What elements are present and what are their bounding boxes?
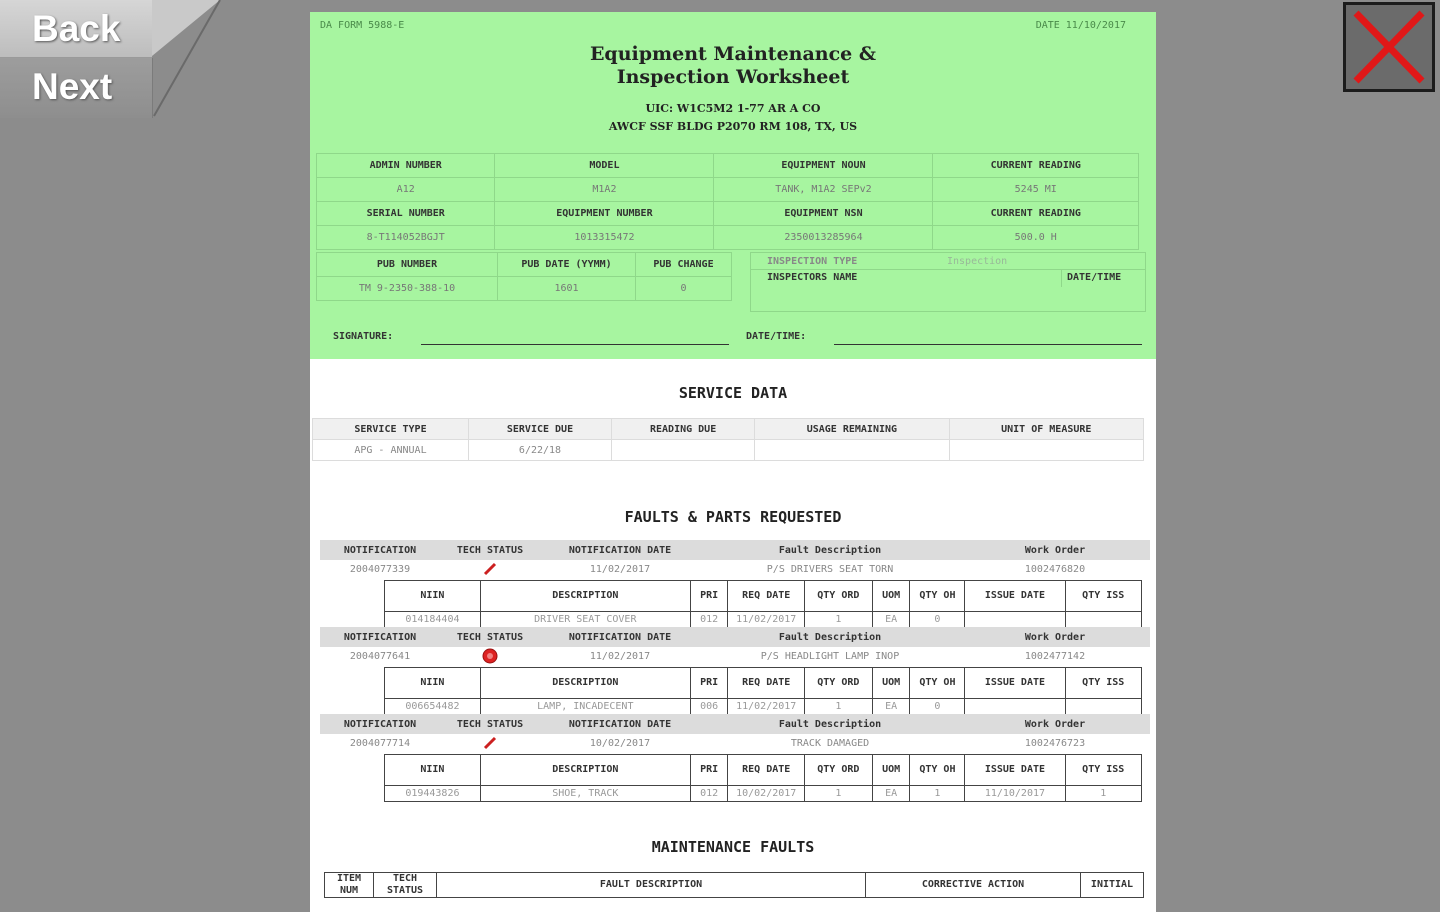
fault-row[interactable] xyxy=(320,559,1150,579)
parts-table xyxy=(384,580,1142,628)
fault-header: NOTIFICATION DATE xyxy=(540,540,700,560)
model-label: MODEL xyxy=(495,154,714,178)
form-id: DA FORM 5988-E xyxy=(320,20,405,31)
next-button[interactable] xyxy=(0,58,152,118)
fault-header: Fault Description xyxy=(700,540,960,560)
part-header: QTY OH xyxy=(910,755,965,786)
fault-header: NOTIFICATION DATE xyxy=(540,714,700,734)
part-header: NIIN xyxy=(385,755,481,786)
equipment-header-grid xyxy=(316,153,1139,250)
part-header: QTY ORD xyxy=(804,581,872,612)
part-header: QTY OH xyxy=(910,668,965,699)
publication-grid xyxy=(316,252,732,301)
part-header: REQ DATE xyxy=(728,755,804,786)
part-cell: DRIVER SEAT COVER xyxy=(480,612,690,628)
service-header: UNIT OF MEASURE xyxy=(949,419,1143,440)
fault-header: Work Order xyxy=(960,540,1150,560)
back-label: Back xyxy=(32,8,121,49)
signature-field[interactable] xyxy=(421,344,729,345)
part-header: NIIN xyxy=(385,668,481,699)
red-circle-icon xyxy=(482,648,498,664)
part-header: ISSUE DATE xyxy=(965,755,1065,786)
fault-header: NOTIFICATION DATE xyxy=(540,627,700,647)
part-cell: 006 xyxy=(690,699,728,715)
part-header: DESCRIPTION xyxy=(480,668,690,699)
equipment-nsn-label: EQUIPMENT NSN xyxy=(714,202,933,226)
part-cell: 1 xyxy=(804,612,872,628)
part-header: PRI xyxy=(690,755,728,786)
fault-header: Fault Description xyxy=(700,627,960,647)
fault-description: TRACK DAMAGED xyxy=(790,737,870,749)
part-cell: 11/02/2017 xyxy=(728,612,804,628)
part-header: NIIN xyxy=(385,581,481,612)
service-data-table xyxy=(312,418,1144,461)
maintenance-header: ITEM NUM xyxy=(325,873,374,898)
part-header: DESCRIPTION xyxy=(480,755,690,786)
fault-date: 11/02/2017 xyxy=(589,650,651,662)
fault-work-order: 1002476723 xyxy=(1024,737,1086,749)
red-slash-icon xyxy=(483,562,497,576)
model: M1A2 xyxy=(495,178,714,202)
fault-date: 10/02/2017 xyxy=(589,737,651,749)
equipment-noun: TANK, M1A2 SEPv2 xyxy=(714,178,933,202)
pub-change: 0 xyxy=(636,277,732,301)
red-slash-icon xyxy=(483,736,497,750)
fault-header: Work Order xyxy=(960,627,1150,647)
admin-number: A12 xyxy=(317,178,495,202)
part-header: QTY OH xyxy=(910,581,965,612)
fault-description: P/S HEADLIGHT LAMP INOP xyxy=(760,650,900,662)
fault-tech-status[interactable] xyxy=(440,646,540,666)
fault-date: 11/02/2017 xyxy=(589,563,651,575)
fault-tech-status[interactable] xyxy=(440,733,540,753)
fault-header: Work Order xyxy=(960,714,1150,734)
part-cell: 1 xyxy=(910,786,965,802)
part-header: REQ DATE xyxy=(728,581,804,612)
part-cell: 019443826 xyxy=(385,786,481,802)
maintenance-faults-table xyxy=(324,872,1144,898)
part-cell: LAMP, INCADECENT xyxy=(480,699,690,715)
pub-change-label: PUB CHANGE xyxy=(636,253,732,277)
page-title-line1: Equipment Maintenance & xyxy=(589,43,877,65)
fault-header: Fault Description xyxy=(700,714,960,734)
part-header: ISSUE DATE xyxy=(965,581,1065,612)
part-cell: 11/10/2017 xyxy=(965,786,1065,802)
inspection-col-divider xyxy=(1061,269,1062,287)
part-cell: 006654482 xyxy=(385,699,481,715)
part-header: QTY ORD xyxy=(804,755,872,786)
part-cell: 1 xyxy=(804,786,872,802)
uic-line: UIC: W1C5M2 1-77 AR A CO xyxy=(645,102,821,115)
fault-header-row xyxy=(320,714,1150,734)
inspectors-name-label: INSPECTORS NAME xyxy=(767,272,858,283)
part-cell: 012 xyxy=(690,786,728,802)
signature-datetime-label: DATE/TIME: xyxy=(746,331,807,342)
close-x-icon xyxy=(1352,9,1426,85)
current-reading2-label: CURRENT READING xyxy=(933,202,1139,226)
part-cell xyxy=(1065,699,1142,715)
fault-notification: 2004077339 xyxy=(349,563,411,575)
inspection-box xyxy=(750,252,1146,312)
service-header: SERVICE DUE xyxy=(468,419,611,440)
part-cell: 11/02/2017 xyxy=(728,699,804,715)
fault-header: NOTIFICATION xyxy=(320,627,440,647)
fault-row[interactable] xyxy=(320,733,1150,753)
pub-date: 1601 xyxy=(498,277,636,301)
next-label: Next xyxy=(32,66,113,107)
service-cell: APG - ANNUAL xyxy=(313,440,469,461)
part-cell: EA xyxy=(872,786,910,802)
faults-title: FAULTS & PARTS REQUESTED xyxy=(624,508,842,526)
equipment-number-label: EQUIPMENT NUMBER xyxy=(495,202,714,226)
signature-label: SIGNATURE: xyxy=(333,331,394,342)
maintenance-header: FAULT DESCRIPTION xyxy=(437,873,866,898)
part-header: QTY ISS xyxy=(1065,755,1142,786)
part-cell: 014184404 xyxy=(385,612,481,628)
part-cell: 012 xyxy=(690,612,728,628)
pub-number: TM 9-2350-388-10 xyxy=(317,277,498,301)
equipment-nsn: 2350013285964 xyxy=(714,226,933,250)
location-line: AWCF SSF BLDG P2070 RM 108, TX, US xyxy=(608,120,858,133)
maintenance-header: TECH STATUS xyxy=(374,873,437,898)
close-button[interactable] xyxy=(1343,2,1435,92)
service-cell: 6/22/18 xyxy=(468,440,611,461)
signature-datetime-field[interactable] xyxy=(834,344,1142,345)
maintenance-header: CORRECTIVE ACTION xyxy=(866,873,1081,898)
current-reading: 5245 MI xyxy=(933,178,1139,202)
equipment-number: 1013315472 xyxy=(495,226,714,250)
form-date: DATE 11/10/2017 xyxy=(1035,20,1126,31)
serial-number: 8-T114052BGJT xyxy=(317,226,495,250)
back-button[interactable] xyxy=(0,0,152,58)
fault-work-order: 1002477142 xyxy=(1024,650,1086,662)
datetime-label: DATE/TIME xyxy=(1067,272,1122,283)
inspection-type[interactable]: Inspection xyxy=(947,256,1008,267)
fault-header: NOTIFICATION xyxy=(320,714,440,734)
inspection-type-label: INSPECTION TYPE xyxy=(767,256,858,267)
inspection-divider xyxy=(751,269,1145,270)
part-header: DESCRIPTION xyxy=(480,581,690,612)
service-cell xyxy=(949,440,1143,461)
maintenance-title: MAINTENANCE FAULTS xyxy=(651,838,815,856)
part-cell xyxy=(965,612,1065,628)
part-header: UOM xyxy=(872,755,910,786)
part-header: QTY ISS xyxy=(1065,581,1142,612)
fault-work-order: 1002476820 xyxy=(1024,563,1086,575)
part-cell: 1 xyxy=(804,699,872,715)
page-title-line2: Inspection Worksheet xyxy=(616,66,850,88)
fault-header: NOTIFICATION xyxy=(320,540,440,560)
part-cell: SHOE, TRACK xyxy=(480,786,690,802)
nav-panel xyxy=(0,0,152,118)
part-cell: 0 xyxy=(910,699,965,715)
part-header: QTY ISS xyxy=(1065,668,1142,699)
part-cell xyxy=(965,699,1065,715)
part-header: ISSUE DATE xyxy=(965,668,1065,699)
maintenance-header: INITIAL xyxy=(1081,873,1144,898)
fault-row[interactable] xyxy=(320,646,1150,666)
fault-header: TECH STATUS xyxy=(440,627,540,647)
part-cell: 10/02/2017 xyxy=(728,786,804,802)
part-cell: 0 xyxy=(910,612,965,628)
equipment-noun-label: EQUIPMENT NOUN xyxy=(714,154,933,178)
fault-header: TECH STATUS xyxy=(440,714,540,734)
service-data-title: SERVICE DATA xyxy=(678,384,788,402)
part-header: REQ DATE xyxy=(728,668,804,699)
part-cell: 1 xyxy=(1065,786,1142,802)
fault-header: TECH STATUS xyxy=(440,540,540,560)
pub-number-label: PUB NUMBER xyxy=(317,253,498,277)
parts-table xyxy=(384,754,1142,802)
part-header: QTY ORD xyxy=(804,668,872,699)
part-header: PRI xyxy=(690,581,728,612)
part-cell xyxy=(1065,612,1142,628)
fault-notification: 2004077641 xyxy=(349,650,411,662)
worksheet-document xyxy=(310,12,1156,912)
pub-date-label: PUB DATE (YYMM) xyxy=(498,253,636,277)
service-header: SERVICE TYPE xyxy=(313,419,469,440)
fault-header-row xyxy=(320,540,1150,560)
fault-notification: 2004077714 xyxy=(349,737,411,749)
service-cell xyxy=(612,440,755,461)
service-header: READING DUE xyxy=(612,419,755,440)
part-cell: EA xyxy=(872,699,910,715)
serial-number-label: SERIAL NUMBER xyxy=(317,202,495,226)
service-cell xyxy=(755,440,949,461)
fault-header-row xyxy=(320,627,1150,647)
nav-flap-decoration xyxy=(152,0,222,118)
part-header: UOM xyxy=(872,581,910,612)
current-reading2: 500.0 H xyxy=(933,226,1139,250)
fault-description: P/S DRIVERS SEAT TORN xyxy=(766,563,894,575)
fault-tech-status[interactable] xyxy=(440,559,540,579)
part-header: PRI xyxy=(690,668,728,699)
parts-table xyxy=(384,667,1142,715)
service-header: USAGE REMAINING xyxy=(755,419,949,440)
admin-number-label: ADMIN NUMBER xyxy=(317,154,495,178)
part-cell: EA xyxy=(872,612,910,628)
current-reading-label: CURRENT READING xyxy=(933,154,1139,178)
part-header: UOM xyxy=(872,668,910,699)
